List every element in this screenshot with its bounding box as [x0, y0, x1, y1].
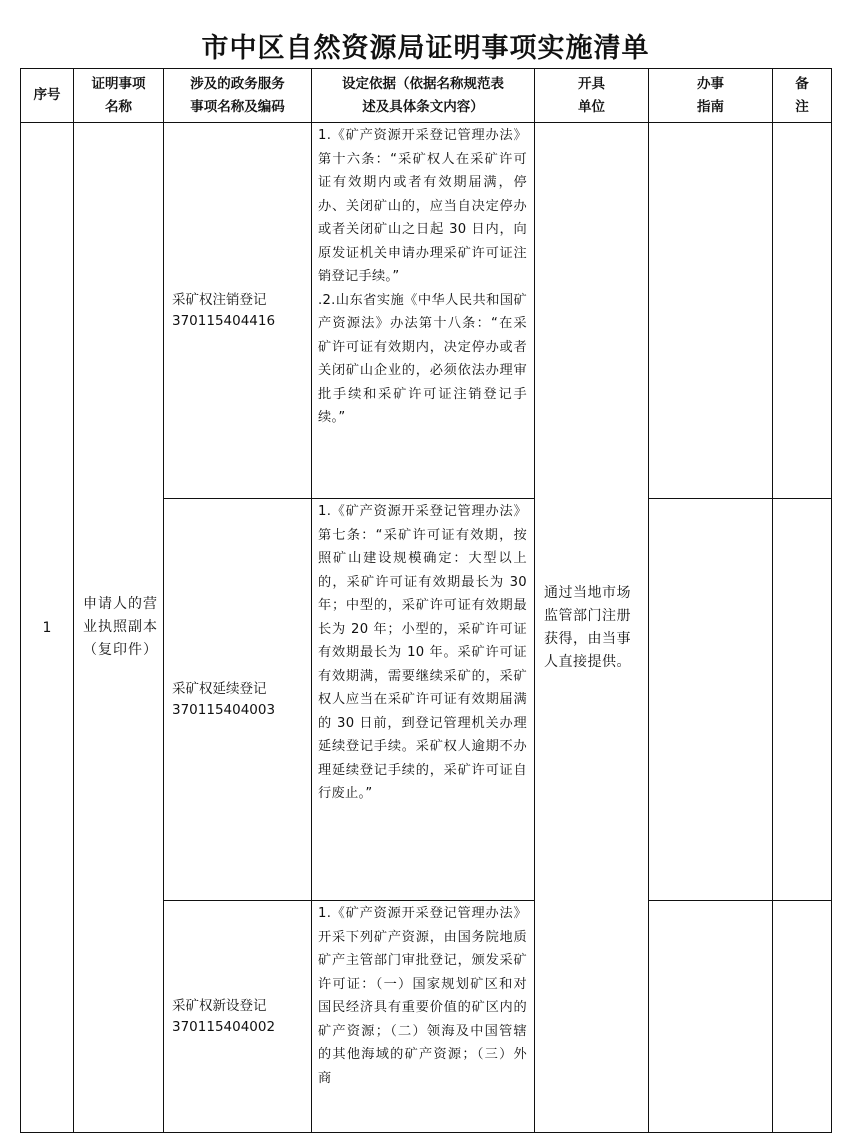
header-row: [21, 69, 832, 123]
page-title: 市中区自然资源局证明事项实施清单: [201, 33, 650, 64]
item-name: 申请人的营业执照副本（复印件）: [74, 123, 164, 1133]
table-row: [21, 123, 832, 499]
header-service-line2: 事项名称及编码: [190, 98, 285, 115]
header-service-line1: 涉及的政务服务: [190, 75, 285, 92]
basis-clause: .2.山东省实施《中华人民共和国矿产资源法》办法第十八条：“在采矿许可证有效期内，决定停办或者关闭矿山企业的，必须依法办理审批手续和采矿许可证注销登记手续。”: [318, 292, 527, 425]
service-code: 370115404416: [172, 312, 276, 329]
service-cell-3: [164, 901, 312, 1133]
header-guide: [649, 69, 773, 123]
service-code: 370115404003: [172, 701, 276, 718]
header-basis-line1: 设定依据（依据名称规范表: [342, 75, 504, 92]
basis-clause: 1.《矿产资源开采登记管理办法》第十六条：“采矿权人在采矿许可证有效期内或者有效期届满，停办、关闭矿山的，应当自决定停办或者关闭矿山之日起 30 日内，向原发证机关申请办理采矿许可证注销登记手续。”: [318, 128, 527, 284]
header-remark: [773, 69, 832, 123]
header-guide-line1: 办事: [697, 75, 724, 92]
header-issuer-line1: 开具: [578, 75, 605, 92]
guide-cell-1: [649, 123, 773, 499]
basis-clause: 1.《矿产资源开采登记管理办法》第七条：“采矿许可证有效期，按照矿山建设规模确定：大型以上的，采矿许可证有效期最长为 30 年；中型的，采矿许可证有效期最长为 20 年；小型的，采矿许可证有效期最长为 10 年。采矿许可证有效期满，需要继续采矿的，采矿权人应当在采矿许可证有效期届满的 30 日前，到登记管理机关办理延续登记手续。采矿权人逾期不办理延续登记手续的，采矿许可证自行废止。”: [318, 504, 527, 801]
header-basis: [312, 69, 535, 123]
service-name: 采矿权延续登记: [172, 680, 267, 697]
header-basis-line2: 述及具体条文内容）: [362, 98, 484, 115]
guide-cell-2: [649, 499, 773, 901]
basis-clause: 1.《矿产资源开采登记管理办法》开采下列矿产资源，由国务院地质矿产主管部门审批登记，颁发采矿许可证：（一）国家规划矿区和对国民经济具有重要价值的矿区内的矿产资源；（二）领海及中国管辖的其他海域的矿产资源；（三）外商: [318, 906, 527, 1086]
basis-cell-3: [312, 901, 535, 1133]
header-remark-line2: 注: [795, 98, 809, 115]
item-seq: 1: [21, 123, 74, 1133]
header-name: [74, 69, 164, 123]
basis-cell-1: [312, 123, 535, 499]
header-seq: 序号: [21, 69, 74, 123]
header-service: [164, 69, 312, 123]
remark-cell-3: [773, 901, 832, 1133]
guide-cell-3: [649, 901, 773, 1133]
header-issuer-line2: 单位: [578, 98, 605, 115]
header-name-line1: 证明事项: [91, 75, 146, 92]
basis-cell-2: [312, 499, 535, 901]
service-name: 采矿权新设登记: [172, 997, 267, 1014]
remark-cell-2: [773, 499, 832, 901]
header-name-line2: 名称: [105, 98, 132, 115]
service-cell-2: [164, 499, 312, 901]
certificate-items-table: [20, 68, 832, 1133]
service-cell-1: [164, 123, 312, 499]
header-issuer: [535, 69, 649, 123]
header-guide-line2: 指南: [697, 98, 724, 115]
item-issuer: 通过当地市场监管部门注册获得，由当事人直接提供。: [535, 123, 649, 1133]
service-name: 采矿权注销登记: [172, 291, 267, 308]
remark-cell-1: [773, 123, 832, 499]
header-remark-line1: 备: [795, 75, 809, 92]
service-code: 370115404002: [172, 1018, 276, 1035]
